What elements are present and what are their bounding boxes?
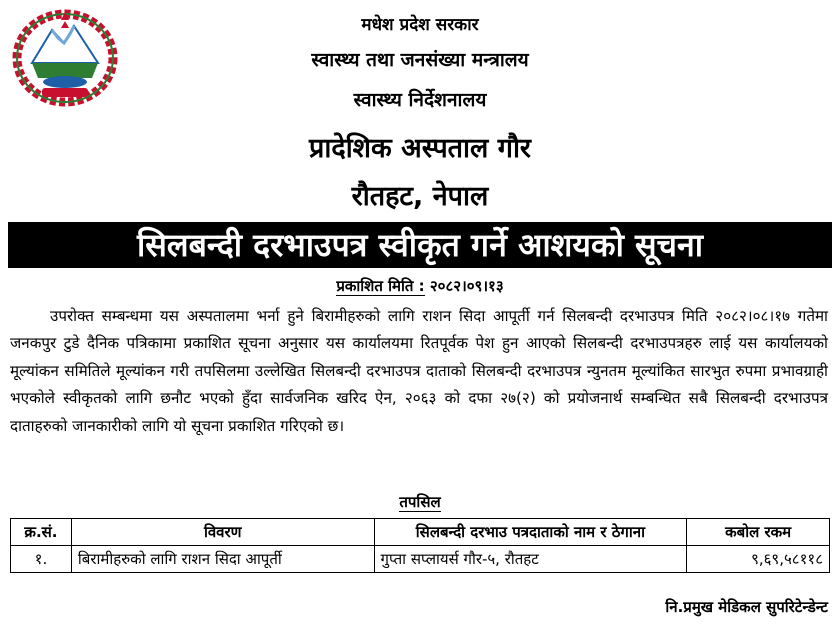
col-bidder: सिलबन्दी दरभाउ पत्रदाताको नाम र ठेगाना bbox=[374, 519, 687, 546]
govt-name: मधेश प्रदेश सरकार bbox=[361, 15, 479, 35]
col-description: विवरण bbox=[71, 519, 374, 546]
nepal-emblem-icon bbox=[12, 8, 118, 108]
cell-amount: ९,६९,५८११८ bbox=[687, 546, 830, 573]
hospital-name: प्रादेशिक अस्पताल गौर bbox=[309, 133, 531, 164]
hospital-location: रौतहट, नेपाल bbox=[351, 181, 489, 212]
directorate-name: स्वास्थ्य निर्देशनालय bbox=[353, 89, 487, 111]
notice-title: सिलबन्दी दरभाउपत्र स्वीकृत गर्ने आशयको सूचना bbox=[8, 222, 832, 268]
col-amount: कबोल रकम bbox=[687, 519, 830, 546]
ministry-name: स्वास्थ्य तथा जनसंख्या मन्त्रालय bbox=[311, 49, 529, 71]
published-value: २०८२।०९।१३ bbox=[429, 277, 504, 295]
signatory-title: नि.प्रमुख मेडिकल सुपरिटेन्डेन्ट bbox=[665, 598, 828, 616]
cell-description: बिरामीहरुको लागि राशन सिदा आपूर्ती bbox=[71, 546, 374, 573]
table-caption-text: तपसिल bbox=[399, 493, 441, 511]
notice-body: उपरोक्त सम्बन्धमा यस अस्पतालमा भर्ना हुने बिरामीहरुको लागि राशन सिदा आपूर्ती गर्न सिलबन्दी दरभाउपत्र मिति २०८२।०८।१७ गतेमा जनकपुर टुडे दैनिक पत्रिकामा प्रकाशित सूचना अनुसार यस कार्यालयमा रितपूर्वक पेश हुन आएको सिलबन्दी दरभाउपत्रहरु लाई यस कार्यालयको मूल्यांकन समितिले मूल्यांकन गरी तपसिलमा उल्लेखित सिलबन्दी दरभाउपत्र दाताको सिलबन्दी दरभाउपत्र न्युनतम मूल्यांकित सारभुत रुपमा प्रभावग्राही भएकोले स्वीकृतको लागि छनौट भएको हुँदा सार्वजनिक खरिद ऐन, २०६३ को दफा २७(२) को प्रयोजनार्थ सम्बन्धित सबै सिलबन्दी दरभाउपत्र दाताहरुको जानकारीको लागि यो सूचना प्रकाशित गरिएको छ। bbox=[10, 307, 828, 435]
table-header-row bbox=[11, 519, 830, 546]
table-row bbox=[11, 546, 830, 573]
col-serial: क्र.सं. bbox=[11, 519, 72, 546]
published-date bbox=[300, 276, 540, 296]
details-table bbox=[10, 518, 830, 573]
cell-serial: १. bbox=[11, 546, 72, 573]
table-caption bbox=[300, 492, 540, 512]
cell-bidder: गुप्ता सप्लायर्स गौर-५, रौतहट bbox=[374, 546, 687, 573]
published-label: प्रकाशित मिति : bbox=[336, 277, 425, 295]
